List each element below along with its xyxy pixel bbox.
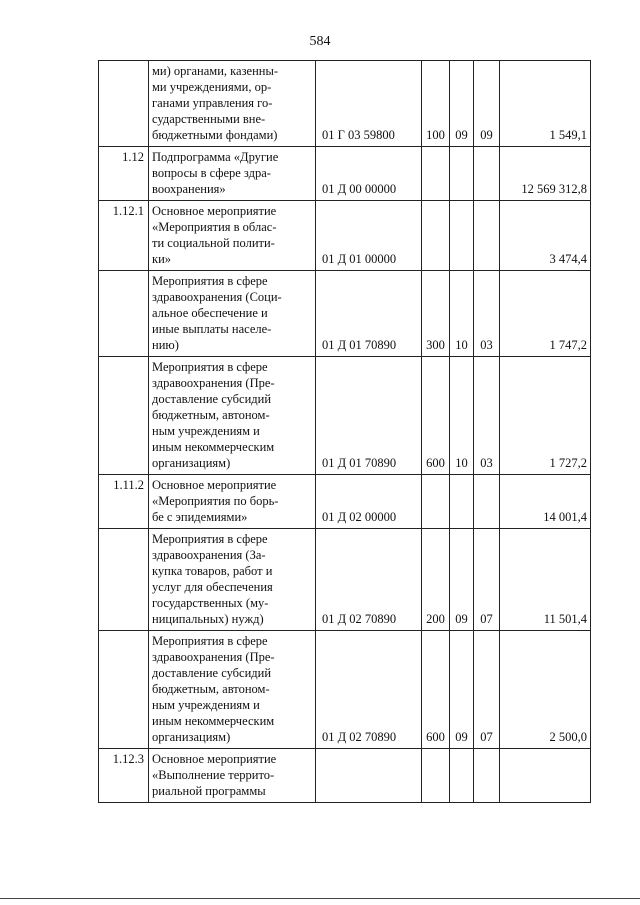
amount-cell: 1 549,1 (500, 61, 591, 147)
amount-cell: 12 569 312,8 (500, 147, 591, 201)
target-code-cell: 01 Д 02 00000 (316, 475, 422, 529)
expense-type-cell (422, 475, 450, 529)
section-cell (450, 475, 474, 529)
target-code-cell: 01 Г 03 59800 (316, 61, 422, 147)
expense-type-cell (422, 749, 450, 803)
amount-cell: 11 501,4 (500, 529, 591, 631)
table-row (99, 631, 591, 749)
row-number-cell: 1.12 (99, 147, 149, 201)
section-cell: 09 (450, 631, 474, 749)
amount-cell: 3 474,4 (500, 201, 591, 271)
item-name-cell: Мероприятия в сфере здравоохранения (Соци- альное обеспечение и иные выплаты населе- нию) (149, 271, 316, 357)
subsection-cell (474, 201, 500, 271)
item-name-cell: Мероприятия в сфере здравоохранения (За- купка товаров, работ и услуг для обеспечения государственных (му- ниципальных) нужд) (149, 529, 316, 631)
row-number-cell (99, 529, 149, 631)
amount-cell (500, 749, 591, 803)
section-cell (450, 147, 474, 201)
expense-type-cell (422, 147, 450, 201)
table-row (99, 475, 591, 529)
page-number: 584 (309, 34, 331, 49)
subsection-cell: 03 (474, 357, 500, 475)
target-code-cell: 01 Д 02 70890 (316, 631, 422, 749)
table-row (99, 61, 591, 147)
section-cell: 09 (450, 61, 474, 147)
section-cell (450, 749, 474, 803)
row-number-cell (99, 271, 149, 357)
page-bottom-rule (0, 898, 640, 899)
subsection-cell: 09 (474, 61, 500, 147)
section-cell: 09 (450, 529, 474, 631)
table-row (99, 271, 591, 357)
item-name-cell: Основное мероприятие «Мероприятия в облас- ти социальной полити- ки» (149, 201, 316, 271)
item-name-cell: Основное мероприятие «Выполнение террито- риальной программы (149, 749, 316, 803)
target-code-cell: 01 Д 02 70890 (316, 529, 422, 631)
section-cell: 10 (450, 357, 474, 475)
section-cell (450, 201, 474, 271)
subsection-cell (474, 147, 500, 201)
subsection-cell: 07 (474, 529, 500, 631)
item-name-cell: Подпрограмма «Другие вопросы в сфере здра- воохранения» (149, 147, 316, 201)
row-number-cell: 1.12.1 (99, 201, 149, 271)
expense-type-cell: 100 (422, 61, 450, 147)
subsection-cell (474, 749, 500, 803)
item-name-cell: Мероприятия в сфере здравоохранения (Пре- доставление субсидий бюджетным, автоном- ным учреждениям и иным некоммерческим организациям) (149, 631, 316, 749)
target-code-cell: 01 Д 01 00000 (316, 201, 422, 271)
subsection-cell: 03 (474, 271, 500, 357)
item-name-cell: Мероприятия в сфере здравоохранения (Пре- доставление субсидий бюджетным, автоном- ным учреждениям и иным некоммерческим организациям) (149, 357, 316, 475)
table-row (99, 147, 591, 201)
row-number-cell (99, 61, 149, 147)
table-row (99, 201, 591, 271)
section-cell: 10 (450, 271, 474, 357)
amount-cell: 1 747,2 (500, 271, 591, 357)
item-name-cell: ми) органами, казенны- ми учреждениями, ор- ганами управления го- сударственными вне- бюджетными фондами) (149, 61, 316, 147)
row-number-cell: 1.11.2 (99, 475, 149, 529)
expense-type-cell: 600 (422, 357, 450, 475)
subsection-cell: 07 (474, 631, 500, 749)
expense-type-cell: 300 (422, 271, 450, 357)
table-row (99, 529, 591, 631)
item-name-cell: Основное мероприятие «Мероприятия по борь- бе с эпидемиями» (149, 475, 316, 529)
amount-cell: 2 500,0 (500, 631, 591, 749)
amount-cell: 1 727,2 (500, 357, 591, 475)
target-code-cell: 01 Д 00 00000 (316, 147, 422, 201)
target-code-cell (316, 749, 422, 803)
table-row (99, 749, 591, 803)
budget-table-body (99, 61, 591, 803)
table-row (99, 357, 591, 475)
target-code-cell: 01 Д 01 70890 (316, 357, 422, 475)
row-number-cell (99, 357, 149, 475)
budget-table (98, 60, 591, 803)
subsection-cell (474, 475, 500, 529)
expense-type-cell: 200 (422, 529, 450, 631)
target-code-cell: 01 Д 01 70890 (316, 271, 422, 357)
row-number-cell (99, 631, 149, 749)
expense-type-cell: 600 (422, 631, 450, 749)
expense-type-cell (422, 201, 450, 271)
row-number-cell: 1.12.3 (99, 749, 149, 803)
amount-cell: 14 001,4 (500, 475, 591, 529)
